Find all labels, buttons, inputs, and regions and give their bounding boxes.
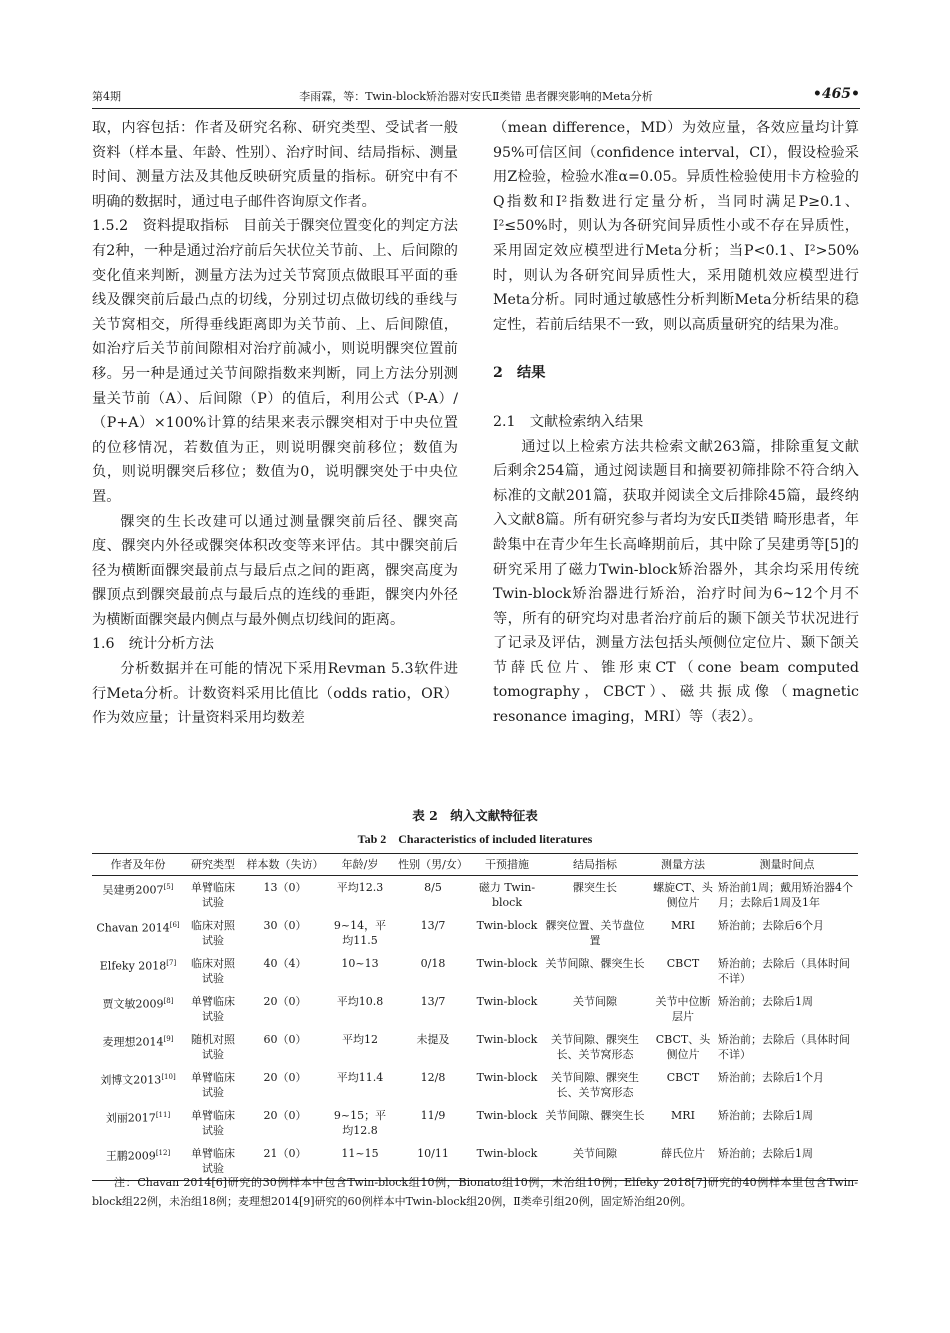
table-row <box>92 952 858 990</box>
cell-method: 关节中位断层片 <box>655 995 711 1023</box>
paragraph-search-results: 通过以上检索方法共检索文献263篇，排除重复文献后剩余254篇，通过阅读题目和摘要初筛排除不符合纳入标准的文献201篇，获取并阅读全文后排除45篇，最终纳入文献8篇。所有研究参与者均为安氏Ⅱ类错 畸形患者，年龄集中在青少年生长高峰期前后，其中除了吴建勇等[5]的研究采用了磁力Twin-block矫治器外，其余均采用传统Twin-block矫治器进行矫治，治疗时间为6~12个月不等，所有的研究均对患者治疗前后的颞下颌关节状况进行了记录及评估，测量方法包括头颅侧位定位片、颞下颌关节薛氏位片、锥形束CT（cone beam computed tomography，CBCT）、磁共振成像（magnetic resonance imaging，MRI）等（表2）。 <box>493 438 859 726</box>
cell-author <box>92 1104 184 1142</box>
paragraph-effect-size: （mean difference，MD）为效应量，各效应量均计算95%可信区间（confidence interval，CI），假设检验采用Z检验，检验水准α=0.05。异质性检验使用卡方检验的Q指数和I²指数进行定量分析，当同时满足P≥0.1、I²≤50%时，则认为各研究间异质性小或不存在异质性，采用固定效应模型进行Meta分析；当P<0.1、I²>50%时，则认为各研究间异质性大，采用随机效应模型进行Meta分析。同时通过敏感性分析判断Meta分析结果的稳定性，若前后结果不一致，则以高质量研究的结果为准。 <box>493 120 859 333</box>
cell-age: 11~15 <box>328 1142 392 1181</box>
cell-author <box>92 990 184 1028</box>
cell-time: 矫治前；去除后1周 <box>718 1109 813 1122</box>
cell-type: 临床对照试验 <box>191 919 235 947</box>
cell-author <box>92 952 184 990</box>
cell-time: 矫治前；去除后（具体时间不详） <box>718 957 850 985</box>
cell-outcome: 关节间隙、髁突生长 <box>545 957 645 970</box>
cell-sample: 21（0） <box>242 1142 328 1181</box>
cell-age: 平均12.3 <box>336 881 384 894</box>
cell-method: CBCT <box>666 1071 700 1084</box>
cell-age: 9~15；平均12.8 <box>333 1109 387 1137</box>
paragraph-extraction-content: 取，内容包括：作者及研究名称、研究类型、受试者一般资料（样本量、年龄、性别）、治疗时间、结局指标、测量时间、测量方法及其他反映研究质量的指标。研究中有不明确的数据时，通过电子邮件咨询原文作者。 <box>92 120 458 210</box>
reference-mark: [8] <box>163 997 174 1005</box>
cell-intervention: Twin-block <box>474 1142 540 1181</box>
left-column <box>92 116 458 731</box>
cell-intervention: Twin-block <box>476 1033 538 1046</box>
cell-time: 矫治前；去除后1周 <box>716 1142 858 1181</box>
cell-intervention: 磁力 Twin-block <box>478 881 536 909</box>
header-outcome: 结局指标 <box>540 854 650 876</box>
table-row <box>92 876 858 915</box>
cell-method: 螺旋CT、头侧位片 <box>653 881 713 909</box>
paragraph-extraction-indices: 1.5.2 资料提取指标 目前关于髁突位置变化的判定方法有2种，一种是通过治疗前后矢状位关节前、上、后间隙的变化值来判断，测量方法为过关节窝顶点做眼耳平面的垂线及髁突前后最凸点的切线，分别过切点做切线的垂线与关节窝相交，所得垂线距离即为关节前、上、后间隙值，如治疗后关节前间隙相对治疗前减小，则说明髁突位置前移。另一种是通过关节间隙指数来判断，同上方法分别测量关节前（A）、后间隙（P）的值后，利用公式（P-A）/（P+A）×100%计算的结果来表示髁突相对于中央位置的位移情况，若数值为正，则说明髁突前移位；数值为负，则说明髁突后移位；数值为0，说明髁突处于中央位置。 <box>92 218 458 505</box>
cell-sex: 8/5 <box>424 881 442 894</box>
cell-sample: 13（0） <box>263 881 307 894</box>
table-row <box>92 914 858 952</box>
cell-type: 单臂临床试验 <box>191 881 235 909</box>
cell-outcome: 关节间隙 <box>540 1142 650 1181</box>
cell-time: 矫治前1周；戴用矫治器4个月；去除后1周及1年 <box>718 881 853 909</box>
literature-table <box>92 853 858 1181</box>
author-name: 麦理想2014 <box>102 1035 164 1049</box>
cell-type: 临床对照试验 <box>191 957 235 985</box>
cell-type: 单臂临床试验 <box>191 1071 235 1099</box>
cell-method: CBCT <box>666 957 700 970</box>
subsection-heading-search: 2.1 文献检索纳入结果 <box>493 413 644 430</box>
cell-method: MRI <box>671 919 695 932</box>
author-name: 贾文敏2009 <box>102 997 164 1011</box>
table-header-row <box>92 854 858 876</box>
cell-time: 矫治前；去除后1周 <box>718 995 813 1008</box>
table-note: 注：Chavan 2014[6]研究的30例样本中包含Twin-block组10例，Bionato组10例，未治组10例；Elfeky 2018[7]研究的40例样本里包含Twin-block组22例，未治组18例；麦理想2014[9]研究的60例样本中Twin-block组20例，Ⅱ类牵引组20例，固定矫治组20例。 <box>92 1176 858 1208</box>
cell-time: 矫治前；去除后1个月 <box>718 1071 824 1084</box>
cell-sex: 未提及 <box>416 1033 450 1046</box>
cell-type: 单臂临床试验 <box>191 995 235 1023</box>
table-row <box>92 1066 858 1104</box>
running-title: 李雨霖，等：Twin-block矫治器对安氏Ⅱ类错 患者髁突影响的Meta分析 <box>299 90 653 103</box>
cell-sample: 20（0） <box>263 1071 307 1084</box>
author-name: Elfeky 2018 <box>99 959 167 973</box>
cell-outcome: 髁突位置、关节盘位置 <box>545 919 645 947</box>
header-method: 测量方法 <box>650 854 716 876</box>
table-row <box>92 1104 858 1142</box>
cell-sample: 60（0） <box>263 1033 307 1046</box>
reference-mark: [9] <box>163 1035 174 1043</box>
running-header <box>92 86 860 109</box>
cell-sex: 12/8 <box>420 1071 446 1084</box>
cell-sex: 11/9 <box>420 1109 446 1122</box>
cell-sample: 20（0） <box>263 1109 307 1122</box>
cell-intervention: Twin-block <box>476 995 538 1008</box>
author-name: 刘丽2017 <box>105 1111 156 1125</box>
header-intervention: 干预措施 <box>474 854 540 876</box>
cell-author <box>92 1066 184 1104</box>
cell-author <box>92 1028 184 1066</box>
cell-type: 随机对照试验 <box>191 1033 235 1061</box>
header-time: 测量时间点 <box>716 854 858 876</box>
header-type: 研究类型 <box>184 854 242 876</box>
header-sample: 样本数（失访） <box>242 854 328 876</box>
author-name: Chavan 2014 <box>96 921 170 935</box>
reference-mark: [6] <box>169 921 180 929</box>
journal-issue: 第4期 <box>92 90 121 103</box>
cell-outcome: 关节间隙 <box>573 995 617 1008</box>
cell-type: 单臂临床试验 <box>191 1109 235 1137</box>
section-heading-statistics: 1.6 统计分析方法 <box>92 636 214 653</box>
cell-age: 10~13 <box>341 957 379 970</box>
header-age: 年龄/岁 <box>328 854 392 876</box>
paragraph-statistics: 分析数据并在可能的情况下采用Revman 5.3软件进行Meta分析。计数资料采用比值比（odds ratio，OR）作为效应量；计量资料采用均数差 <box>92 661 458 727</box>
author-name: 吴建勇2007 <box>102 883 164 897</box>
cell-outcome: 关节间隙、髁突生长、关节窝形态 <box>551 1071 639 1099</box>
cell-intervention: Twin-block <box>476 1109 538 1122</box>
reference-mark: [7] <box>166 959 177 967</box>
table-caption-en: Tab 2 Characteristics of included literatures <box>357 832 593 846</box>
cell-outcome: 关节间隙、髁突生长、关节窝形态 <box>551 1033 639 1061</box>
table-row <box>92 990 858 1028</box>
cell-type: 单臂临床试验 <box>184 1142 242 1181</box>
cell-sex: 10/11 <box>392 1142 474 1181</box>
cell-intervention: Twin-block <box>476 919 538 932</box>
header-sex: 性别（男/女） <box>392 854 474 876</box>
author-name: 王鹏2009 <box>105 1149 156 1163</box>
cell-author <box>92 914 184 952</box>
section-heading-results: 2 结果 <box>493 365 546 382</box>
cell-sex: 13/7 <box>420 919 446 932</box>
cell-method: MRI <box>671 1109 695 1122</box>
right-column <box>493 116 859 730</box>
page-number: •465• <box>812 86 860 102</box>
cell-method: CBCT、头侧位片 <box>655 1033 711 1061</box>
header-author: 作者及年份 <box>92 854 184 876</box>
reference-mark: [12] <box>155 1149 171 1157</box>
cell-author <box>92 876 184 915</box>
paragraph-condyle-growth: 髁突的生长改建可以通过测量髁突前后径、髁突高度、髁突内外径或髁突体积改变等来评估。其中髁突前后径为横断面髁突最前点与最后点之间的距离，髁突高度为髁顶点到髁突最前点与最后点的连线的垂距，髁突内外径为横断面髁突最内侧点与最外侧点切线间的距离。 <box>92 513 458 628</box>
table-row <box>92 1028 858 1066</box>
cell-age: 平均11.4 <box>336 1071 384 1084</box>
cell-time: 矫治前；去除后（具体时间不详） <box>718 1033 850 1061</box>
cell-sample: 20（0） <box>263 995 307 1008</box>
cell-sample: 40（4） <box>263 957 307 970</box>
cell-intervention: Twin-block <box>476 1071 538 1084</box>
cell-method: 薛氏位片 <box>650 1142 716 1181</box>
cell-sample: 30（0） <box>263 919 307 932</box>
author-name: 刘博文2013 <box>100 1073 162 1087</box>
reference-mark: [5] <box>163 883 174 891</box>
table-caption-cn: 表 2 纳入文献特征表 <box>412 808 538 823</box>
reference-mark: [10] <box>161 1073 176 1081</box>
cell-outcome: 髁突生长 <box>573 881 617 894</box>
cell-age: 9~14，平均11.5 <box>333 919 387 947</box>
cell-sex: 13/7 <box>420 995 446 1008</box>
cell-age: 平均10.8 <box>336 995 384 1008</box>
cell-sex: 0/18 <box>420 957 446 970</box>
cell-intervention: Twin-block <box>476 957 538 970</box>
reference-mark: [11] <box>155 1111 171 1119</box>
cell-time: 矫治前；去除后6个月 <box>718 919 824 932</box>
cell-age: 平均12 <box>342 1033 378 1046</box>
cell-outcome: 关节间隙、髁突生长 <box>545 1109 645 1122</box>
